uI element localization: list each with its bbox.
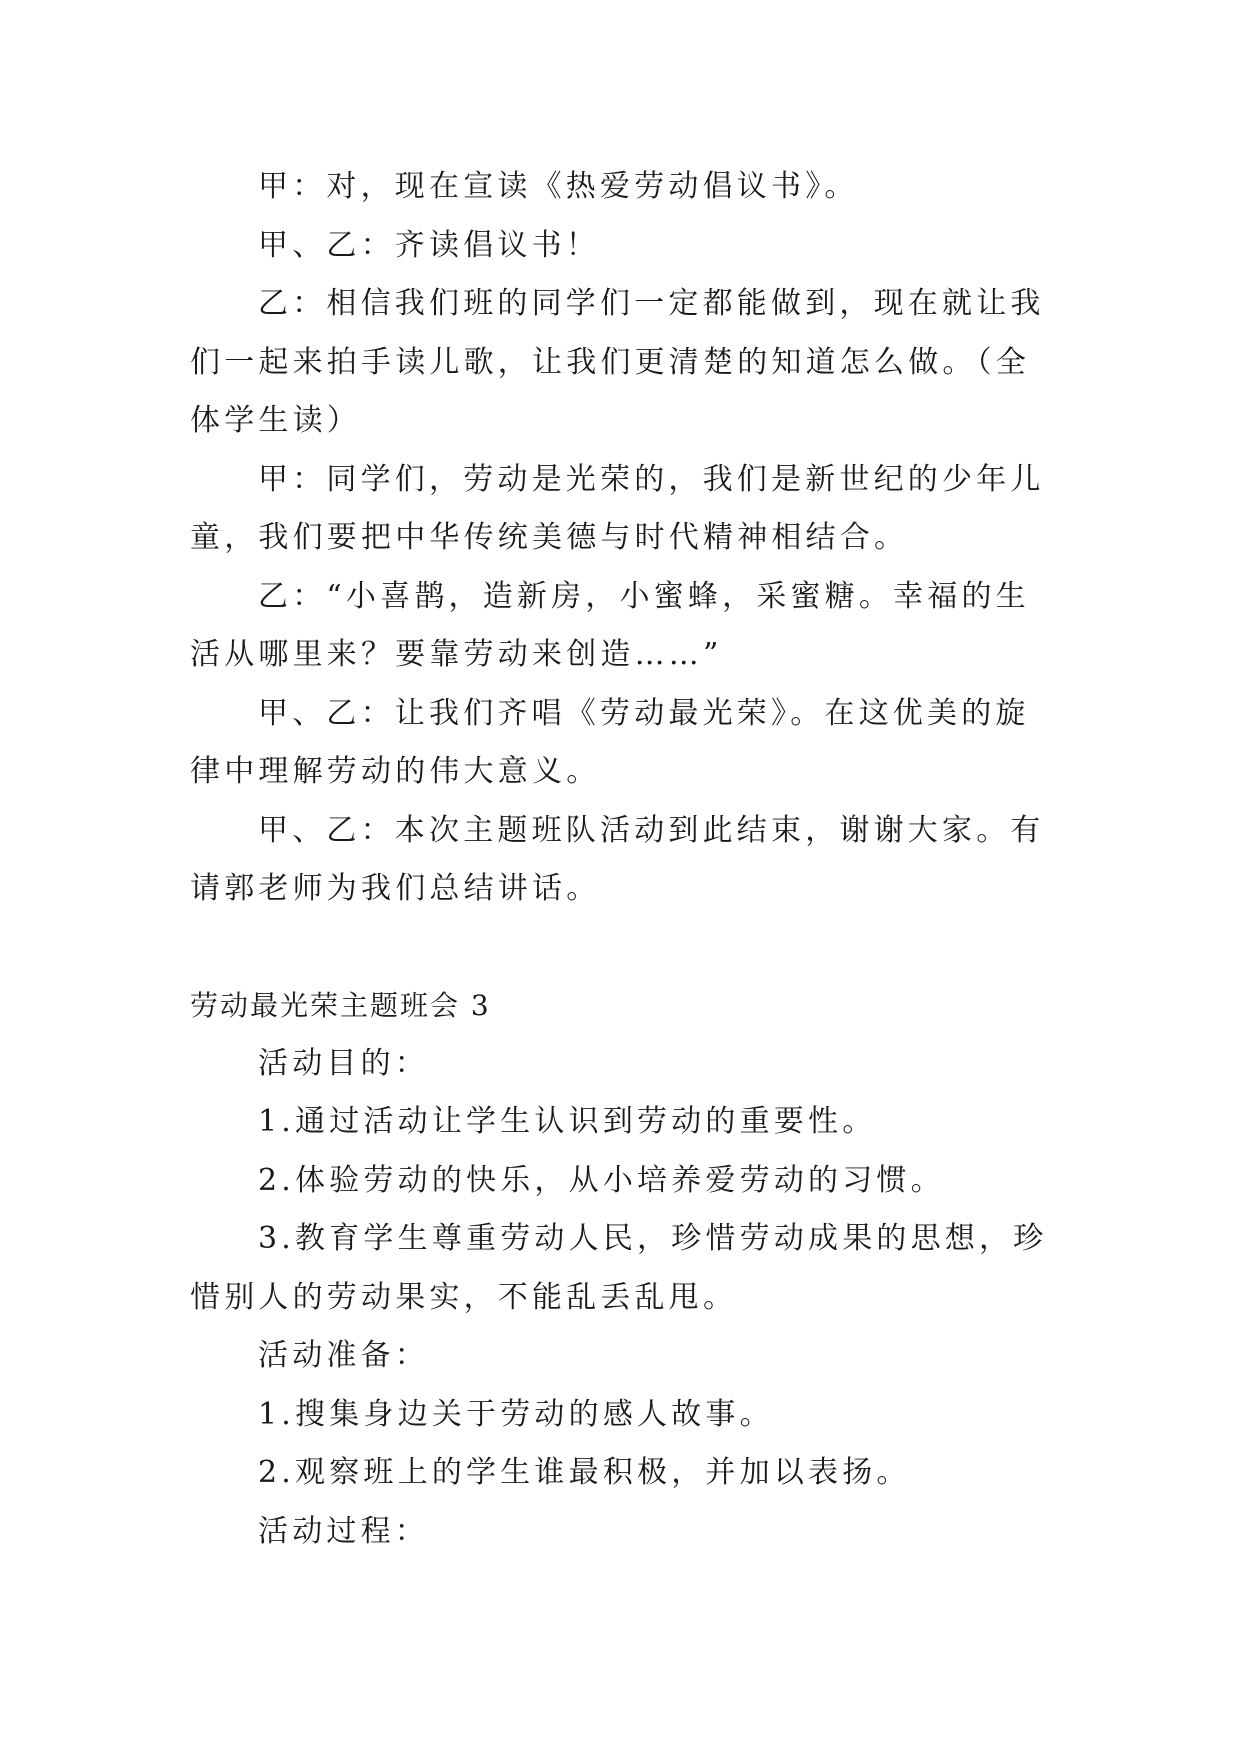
paragraph: 活动准备：: [258, 1338, 429, 1373]
paragraph: 1.通过活动让学生认识到劳动的重要性。: [258, 1104, 877, 1139]
paragraph: 活动目的：: [258, 1045, 429, 1081]
paragraph: 甲：同学们，劳动是光荣的，我们是新世纪的少年儿童，我们要把中华传统美德与时代精神相结合。: [190, 461, 1045, 555]
paragraph: 甲、乙：让我们齐唱《劳动最光荣》。在这优美的旋律中理解劳动的伟大意义。: [190, 695, 1030, 789]
document-body: [190, 158, 1050, 1561]
paragraph: 甲：对，现在宣读《热爱劳动倡议书》。: [258, 169, 859, 204]
paragraph: 2.体验劳动的快乐，从小培养爱劳动的习惯。: [258, 1162, 945, 1198]
section-title: 劳动最光荣主题班会 3: [190, 988, 491, 1022]
paragraph: 3.教育学生尊重劳动人民，珍惜劳动成果的思想，珍惜别人的劳动果实，不能乱丢乱甩。: [190, 1221, 1048, 1315]
paragraph: 乙：“小喜鹊，造新房，小蜜蜂，采蜜糖。幸福的生活从哪里来？要靠劳动来创造……”: [190, 578, 1030, 672]
paragraph: 活动过程：: [258, 1513, 429, 1549]
paragraph: 甲、乙：本次主题班队活动到此结束，谢谢大家。有请郭老师为我们总结讲话。: [190, 812, 1045, 906]
paragraph: 甲、乙：齐读倡议书！: [258, 227, 600, 263]
paragraph: 乙：相信我们班的同学们一定都能做到，现在就让我们一起来拍手读儿歌，让我们更清楚的知道怎么做。（全体学生读）: [190, 286, 1045, 438]
paragraph: 2.观察班上的学生谁最积极，并加以表扬。: [258, 1455, 911, 1490]
paragraph: 1.搜集身边关于劳动的感人故事。: [258, 1396, 774, 1432]
